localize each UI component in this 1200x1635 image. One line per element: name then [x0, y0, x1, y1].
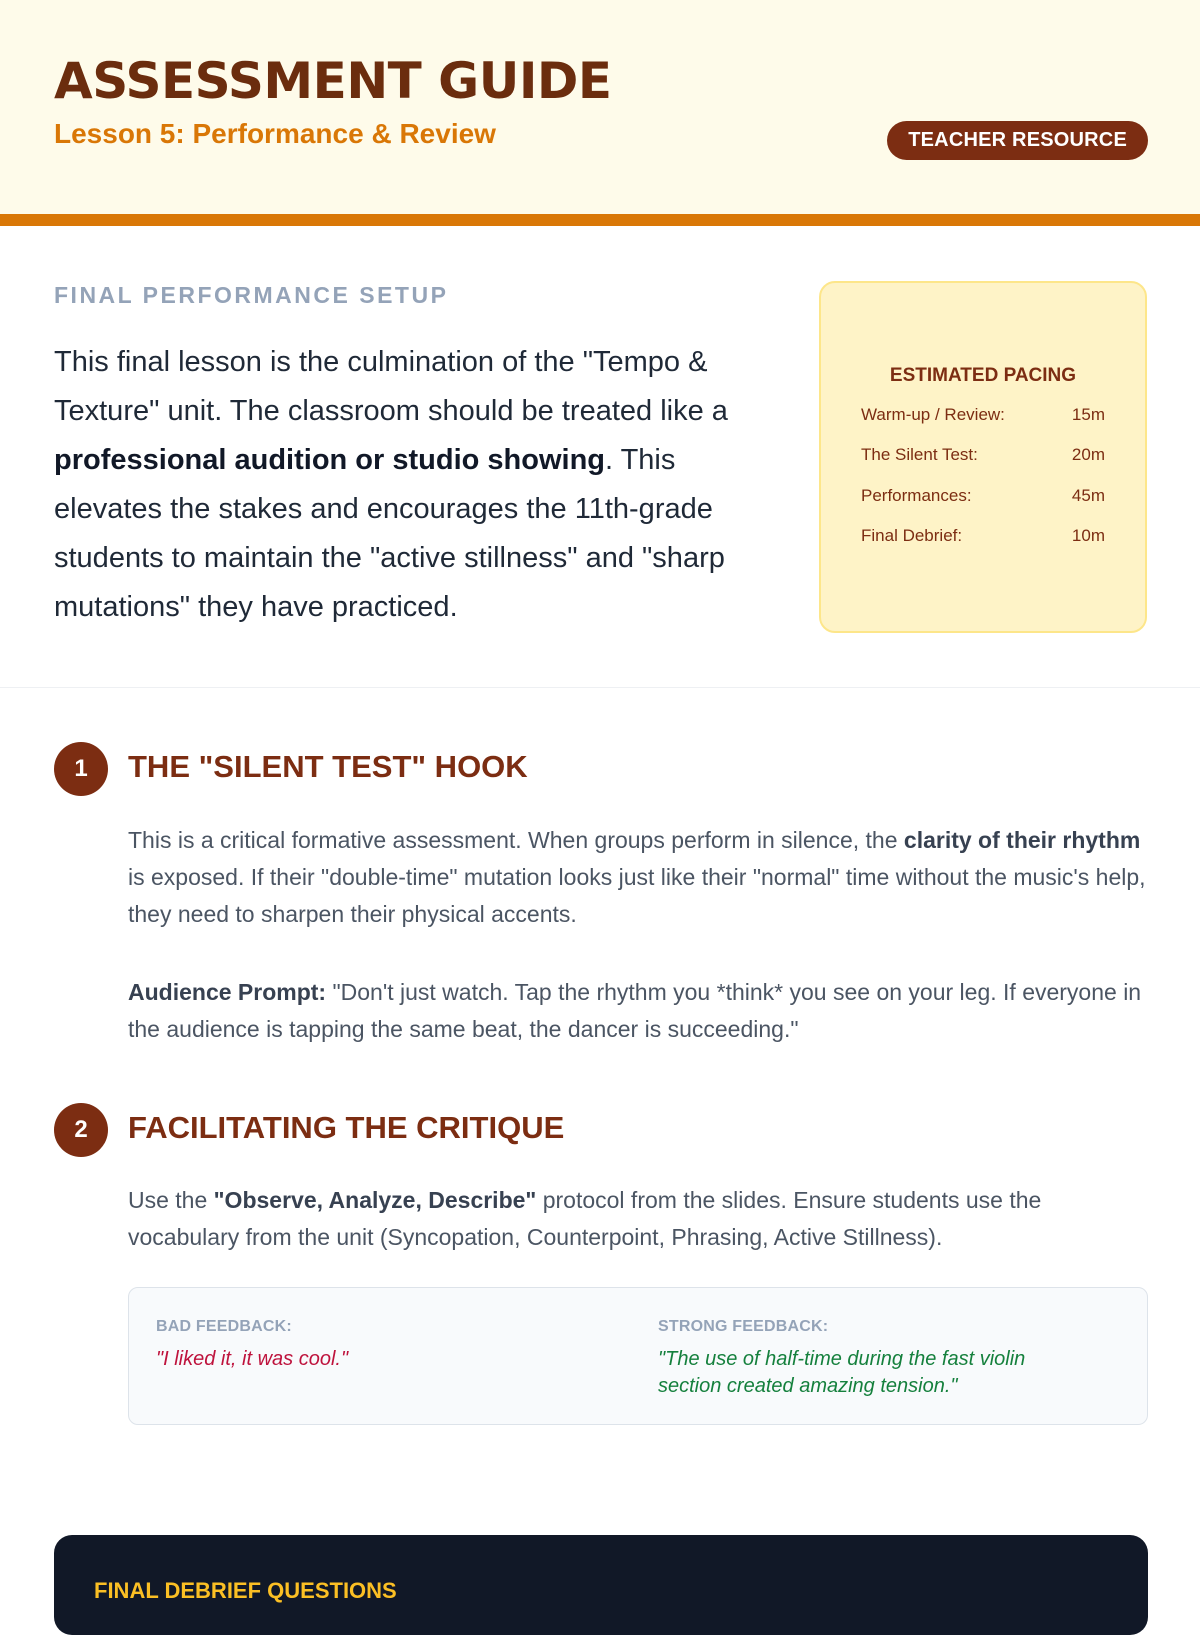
strong-feedback-label: STRONG FEEDBACK:: [658, 1318, 829, 1335]
pacing-row-value: 20m: [1071, 445, 1105, 464]
setup-text-bold: professional audition or studio showing: [54, 444, 605, 476]
section-paragraph: [128, 1182, 1148, 1256]
pacing-row-value: 10m: [1071, 526, 1105, 545]
pacing-row: [861, 486, 1105, 506]
page-header: [0, 0, 1200, 226]
setup-label: FINAL PERFORMANCE SETUP: [54, 282, 449, 308]
debrief-title: FINAL DEBRIEF QUESTIONS: [94, 1578, 397, 1603]
pacing-row-label: Final Debrief:: [861, 526, 963, 545]
strong-feedback-quote: "The use of half-time during the fast violin section created amazing tension.": [658, 1348, 1026, 1397]
section-number-badge: 2: [54, 1103, 108, 1157]
pacing-row-label: Performances:: [861, 486, 972, 505]
teacher-resource-badge: TEACHER RESOURCE: [887, 121, 1148, 160]
section-title: THE "SILENT TEST" HOOK: [128, 749, 528, 784]
setup-description: [54, 338, 774, 632]
audience-prompt-text: "Don't just watch. Tap the rhythm you *think* you see on your leg. If everyone in the audience is tapping the same beat, the dancer is succeeding.": [128, 979, 1142, 1042]
section-title: FACILITATING THE CRITIQUE: [128, 1110, 565, 1145]
para-text: is exposed. If their "double-time" mutation looks just like their "normal" time without the music's help, they need to sharpen their physical accents.: [128, 864, 1146, 927]
pacing-card: [819, 281, 1147, 633]
para-text: protocol from the slides. Ensure students use the vocabulary from the unit (Syncopation, Counterpoint, Phrasing, Active Stillness).: [128, 1187, 1042, 1250]
bad-feedback-quote: "I liked it, it was cool.": [156, 1348, 349, 1370]
pacing-row-label: Warm-up / Review:: [861, 405, 1005, 424]
para-text: This is a critical formative assessment. When groups perform in silence, the: [128, 827, 904, 853]
pacing-row-label: The Silent Test:: [861, 445, 978, 464]
audience-prompt-label: Audience Prompt:: [128, 979, 327, 1005]
final-debrief-card: [54, 1535, 1148, 1635]
bad-feedback-label: BAD FEEDBACK:: [156, 1318, 292, 1335]
pacing-row: [861, 405, 1105, 425]
pacing-title: ESTIMATED PACING: [889, 365, 1077, 386]
pacing-row-value: 45m: [1071, 486, 1105, 505]
section-paragraph: [128, 822, 1148, 933]
setup-text-2: . This elevates the stakes and encourages the 11th-grade students to maintain the "active stillness" and "sharp mutations" they have practiced.: [54, 444, 725, 623]
lesson-subtitle: Lesson 5: Performance & Review: [54, 118, 496, 149]
para-bold: "Observe, Analyze, Describe": [213, 1187, 537, 1213]
section-number-badge: 1: [54, 742, 108, 796]
page-title: ASSESSMENT GUIDE: [54, 52, 612, 110]
bad-feedback-column: [156, 1318, 576, 1373]
setup-text-1: This final lesson is the culmination of the "Tempo & Texture" unit. The classroom should be treated like a: [54, 346, 728, 427]
pacing-row: [861, 445, 1105, 465]
para-text: Use the: [128, 1187, 214, 1213]
pacing-row-value: 15m: [1071, 405, 1105, 424]
audience-prompt: [128, 974, 1148, 1048]
setup-divider: [0, 687, 1200, 688]
strong-feedback-column: [658, 1318, 1078, 1400]
para-bold: clarity of their rhythm: [903, 827, 1141, 853]
pacing-row: [861, 526, 1105, 546]
feedback-comparison-box: [128, 1287, 1148, 1425]
